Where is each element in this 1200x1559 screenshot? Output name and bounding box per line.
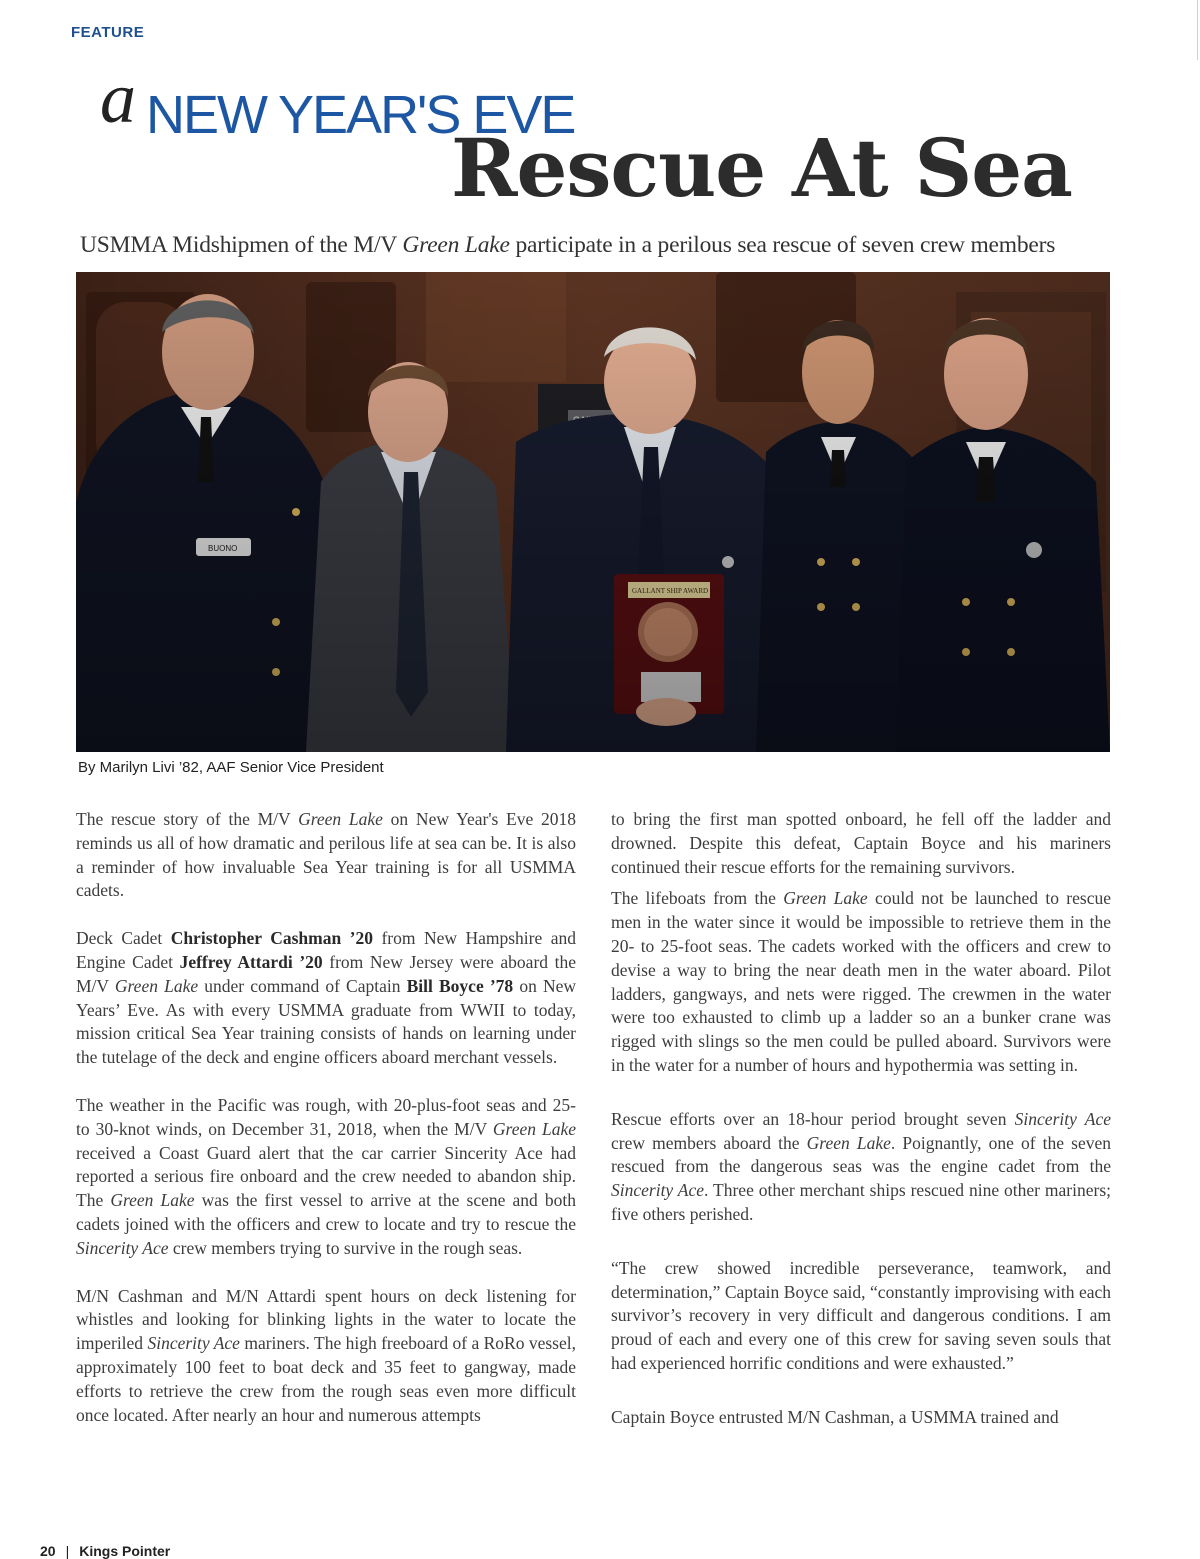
publication-name: Kings Pointer [79,1543,171,1559]
paragraph-7: Rescue efforts over an 18-hour period brought seven Sincerity Ace crew members aboard the Green Lake. Poignantly, one of the seven rescued from the dangerous seas was the engine cadet from the Sincerity Ace. Three other merchant ships rescued nine other mariners; five others perished. [611,1108,1112,1224]
group-photo [76,272,1110,752]
title-line-2: Rescue At Sea [450,121,1072,215]
subtitle: USMMA Midshipmen of the M/V Green Lake participate in a perilous sea rescue of seven crew members [80,232,1056,258]
page-footer [40,1543,170,1559]
page-edge-rule [1197,0,1198,60]
paragraph-6: The lifeboats from the Green Lake could not be launched to rescue men in the water since it would be impossible to retrieve them in the 20- to 25-foot seas. The cadets worked with the officers and crew to devise a way to bring the near death men in the water aboard. Pilot ladders, gangways, and nets were rigged. The crewmen in the water were too exhausted to climb up a ladder so an a bunker crane was rigged with slings so the men could be pulled aboard. Survivors were in the water for a number of hours and hypothermia was setting in. [611,888,1111,1075]
footer-separator: | [65,1543,70,1559]
article-column-right [611,808,1111,1438]
paragraph-8: “The crew showed incredible perseverance, teamwork, and determination,” Captain Boyce said, “constantly improvising with each survivor’s recovery in very difficult and dangerous conditions. I am proud of each and every one of this crew for saving seven souls that had experienced horrific conditions and were exhausted.” [611,1257,1111,1373]
byline: By Marilyn Livi ’82, AAF Senior Vice President [78,759,384,776]
section-kicker: FEATURE [71,24,145,41]
page-number: 20 [40,1543,56,1559]
paragraph-5: to bring the first man spotted onboard, he fell off the ladder and drowned. Despite this defeat, Captain Boyce and his mariners continued their rescue efforts for the remaining survivors. [611,809,1111,877]
title-line-1: NEW YEAR'S EVE [146,85,575,145]
paragraph-2: Deck Cadet Christopher Cashman ’20 from New Hampshire and Engine Cadet Jeffrey Attardi ’20 from New Jersey were aboard the M/V Green Lake under command of Captain Bill Boyce ’78 on New Years’ Eve. As with every USMMA graduate from WWII to today, mission critical Sea Year training consists of hands on learning under the tutelage of the deck and engine officers aboard merchant vessels. [76,928,576,1068]
paragraph-1: The rescue story of the M/V Green Lake on New Year's Eve 2018 reminds us all of how dramatic and perilous life at sea can be. It is also a reminder of how invaluable Sea Year training is for all USMMA cadets. [76,809,576,901]
paragraph-3: The weather in the Pacific was rough, with 20-plus-foot seas and 25- to 30-knot winds, on December 31, 2018, when the M/V Green Lake received a Coast Guard alert that the car carrier Sincerity Ace had reported a serious fire onboard and the crew needed to abandon ship. The Green Lake was the first vessel to arrive at the scene and both cadets joined with the officers and crew to locate and try to rescue the Sincerity Ace crew members trying to survive in the rough seas. [76,1094,576,1258]
article-column-left [76,808,576,1451]
paragraph-9: Captain Boyce entrusted M/N Cashman, a USMMA trained and [611,1406,1059,1427]
title-article-word: a [100,58,136,138]
paragraph-4: M/N Cashman and M/N Attardi spent hours on deck listening for whistles and looking for blinking lights in the water to locate the imperiled Sincerity Ace mariners. The high freeboard of a RoRo vessel, approximately 100 feet to boat deck and 35 feet to gangway, made efforts to retrieve the crew from the rough seas even more difficult once located. After nearly an hour and numerous attempts [76,1285,576,1425]
